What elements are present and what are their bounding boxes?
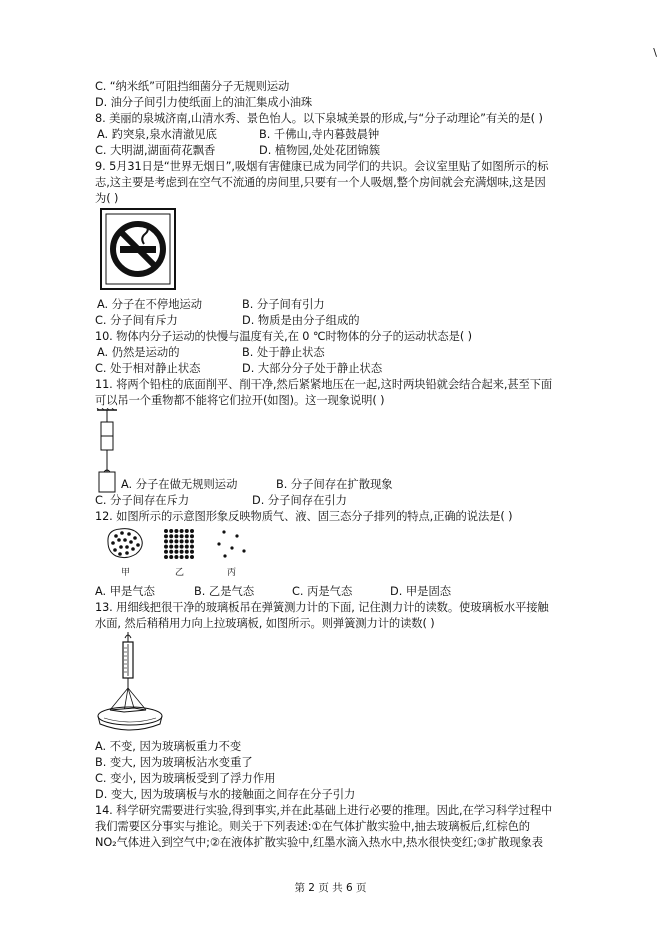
q12-option-b: B. 乙是气态 — [194, 585, 255, 598]
lattice-molecule — [164, 550, 168, 554]
lattice-molecule — [169, 555, 173, 559]
molecule-states-figure — [104, 524, 254, 564]
lattice-molecule — [169, 529, 173, 533]
q12-option-c: C. 丙是气态 — [292, 585, 353, 598]
lattice-molecule — [174, 534, 178, 538]
lead-cylinders-figure — [95, 408, 119, 494]
lattice-molecule — [190, 539, 194, 543]
q10-option-d: D. 大部分分子处于静止状态 — [242, 362, 383, 375]
lattice-molecule — [164, 534, 168, 538]
lattice-molecule — [174, 529, 178, 533]
q13-option-c: C. 变小, 因为玻璃板受到了浮力作用 — [95, 772, 276, 785]
q13-option-d: D. 变大, 因为玻璃板与水的接触面之间存在分子引力 — [95, 788, 356, 801]
q9-option-c: C. 分子间有斥力 — [95, 314, 178, 327]
q10-stem: 10. 物体内分子运动的快慢与温度有关,在 0 ℃时物体的分子的运动状态是( ) — [95, 330, 472, 343]
lattice-molecule — [164, 539, 168, 543]
no-smoking-sign-figure — [100, 208, 176, 290]
lattice-molecule — [164, 529, 168, 533]
lattice-molecule — [180, 545, 184, 549]
q9-option-a: A. 分子在不停地运动 — [97, 298, 203, 311]
lattice-molecule — [190, 555, 194, 559]
q8-option-a: A. 趵突泉,泉水清澈见底 — [97, 128, 217, 141]
q9-stem-line-2: 志,这主要是考虑到在空气不流通的房间里,只要有一个人吸烟,整个房间就会充满烟味,这是因 — [95, 176, 546, 189]
page-footer: 第 2 页 共 6 页 — [294, 882, 367, 894]
q13-option-a: A. 不变, 因为玻璃板重力不变 — [95, 740, 242, 753]
q7-option-c: C. “纳米纸”可阻挡细菌分子无规则运动 — [95, 80, 290, 93]
q12-stem: 12. 如图所示的示意图形象反映物质气、液、固三态分子排列的特点,正确的说法是( ) — [95, 510, 513, 523]
lattice-molecule — [185, 545, 189, 549]
q7-option-d: D. 油分子间引力使纸面上的油汇集成小油珠 — [95, 96, 313, 109]
lattice-molecule — [185, 534, 189, 538]
lattice-molecule — [190, 529, 194, 533]
q10-option-a: A. 仍然是运动的 — [97, 346, 180, 359]
lattice-molecule — [169, 539, 173, 543]
q11-option-a: A. 分子在做无规则运动 — [121, 478, 238, 491]
q10-option-b: B. 处于静止状态 — [242, 346, 325, 359]
lattice-molecule — [185, 555, 189, 559]
q11-option-d: D. 分子间存在引力 — [252, 494, 347, 507]
q9-stem-line-1: 9. 5月31日是“世界无烟日”,吸烟有害健康已成为同学们的共识。会议室里贴了如图所示的标 — [95, 160, 549, 173]
q13-option-b: B. 变大, 因为玻璃板沾水变重了 — [95, 756, 253, 769]
q13-stem-line-2: 水面, 然后稍稍用力向上拉玻璃板, 如图所示。则弹簧测力计的读数( ) — [95, 617, 435, 630]
lattice-molecule — [180, 539, 184, 543]
q14-line-3: NO₂气体进入到空气中;②在液体扩散实验中,红墨水滴入热水中,热水很快变红;③扩散现象表 — [95, 836, 543, 849]
q10-option-c: C. 处于相对静止状态 — [95, 362, 201, 375]
lattice-molecule — [174, 545, 178, 549]
lattice-molecule — [190, 550, 194, 554]
lattice-molecule — [180, 550, 184, 554]
fig-label-jia: 甲 — [121, 568, 131, 578]
q13-stem-line-1: 13. 用细线把很干净的玻璃板吊在弹簧测力计的下面, 记住测力计的读数。使玻璃板水平接触 — [95, 601, 549, 614]
q8-option-c: C. 大明湖,湖面荷花飘香 — [95, 144, 216, 157]
lattice-molecule — [180, 534, 184, 538]
q8-option-d: D. 植物园,处处花团锦簇 — [259, 144, 381, 157]
q9-option-b: B. 分子间有引力 — [242, 298, 325, 311]
q12-option-d: D. 甲是固态 — [390, 585, 452, 598]
lattice-molecule — [185, 529, 189, 533]
q8-option-b: B. 千佛山,寺内暮鼓晨钟 — [259, 128, 380, 141]
fig-label-bing: 丙 — [227, 568, 237, 578]
lattice-molecule — [169, 545, 173, 549]
lattice-molecule — [190, 534, 194, 538]
lattice-molecule — [185, 539, 189, 543]
q11-option-c: C. 分子间存在斥力 — [95, 494, 190, 507]
lattice-molecule — [180, 529, 184, 533]
lattice-molecule — [174, 550, 178, 554]
lattice-molecule — [164, 555, 168, 559]
fig-label-yi: 乙 — [175, 568, 185, 578]
lattice-molecule — [185, 550, 189, 554]
lattice-molecule — [190, 545, 194, 549]
q14-line-2: 我们需要区分事实与推论。则关于下列表述:①在气体扩散实验中,抽去玻璃板后,红棕色的 — [95, 820, 531, 833]
q12-option-a: A. 甲是气态 — [95, 585, 155, 598]
lattice-molecule — [169, 534, 173, 538]
q14-line-1: 14. 科学研究需要进行实验,得到事实,并在此基础上进行必要的推理。因此,在学习科学过程中 — [95, 804, 553, 817]
corner-mark: \ — [653, 46, 657, 59]
lattice-molecule — [164, 545, 168, 549]
q8-stem: 8. 美丽的泉城济南,山清水秀、景色怡人。以下泉城美景的形成,与“分子动理论”有关的是( ) — [95, 112, 543, 125]
q9-stem-line-3: 为( ) — [95, 192, 119, 205]
spring-scale-glass-figure — [94, 632, 176, 736]
q11-option-b: B. 分子间存在扩散现象 — [276, 478, 393, 491]
lattice-molecule — [174, 555, 178, 559]
q11-stem-line-1: 11. 将两个铅柱的底面削平、削干净,然后紧紧地压在一起,这时两块铅就会结合起来,甚至下面 — [95, 378, 553, 391]
q9-option-d: D. 物质是由分子组成的 — [242, 314, 360, 327]
lattice-molecule — [174, 539, 178, 543]
lattice-molecule — [180, 555, 184, 559]
lattice-molecule — [169, 550, 173, 554]
q11-stem-line-2: 可以吊一个重物都不能将它们拉开(如图)。这一现象说明( ) — [95, 394, 385, 407]
